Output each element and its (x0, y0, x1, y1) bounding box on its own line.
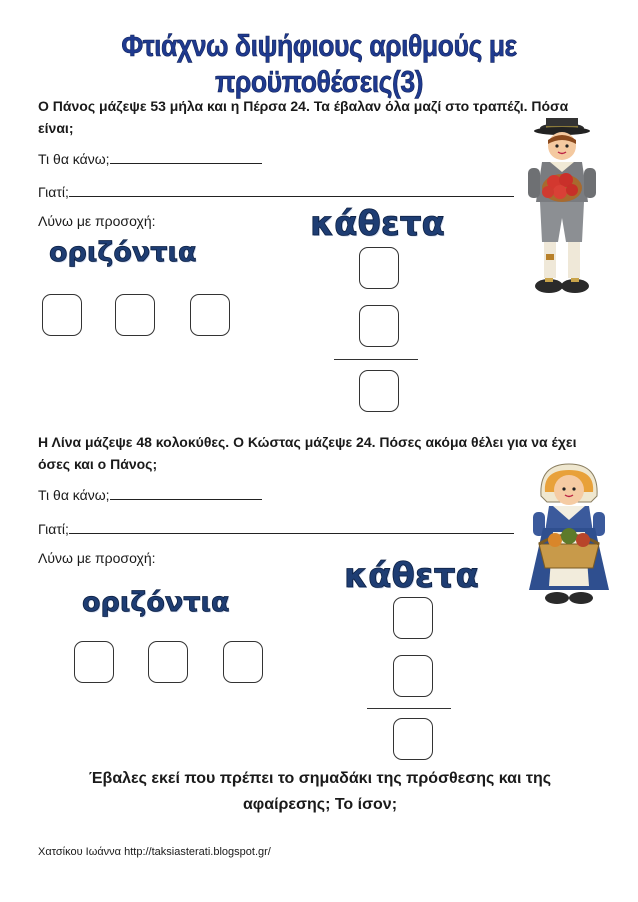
problem2-horizontal-box-2[interactable] (148, 641, 188, 683)
problem2-horizontal-box-1[interactable] (74, 641, 114, 683)
problem2-question: Η Λίνα μάζεψε 48 κολοκύθες. Ο Κώστας μάζεψε 24. Πόσες ακόμα θέλει για να έχει όσες και ο Πάνος; (38, 434, 577, 472)
problem1-vertical-box-result[interactable] (359, 370, 399, 412)
problem2-vertical-label: κάθετα (344, 556, 479, 596)
problem2-horizontal-box-3[interactable] (223, 641, 263, 683)
problem2-why-label: Γιατί; (38, 521, 69, 537)
problem1-question: Ο Πάνος μάζεψε 53 μήλα και η Πέρσα 24. Τα έβαλαν όλα μαζί στο τραπέζι. Πόσα είναι; (38, 98, 569, 136)
problem1-sum-line (334, 359, 418, 360)
pilgrim-girl-illustration (525, 462, 613, 610)
author-credit: Χατσίκου Ιωάννα http://taksiasterati.blogspot.gr/ (38, 846, 271, 858)
problem1-vertical-box-top[interactable] (359, 247, 399, 289)
problem2-what-row (38, 486, 262, 504)
problem1-what-answer-line[interactable] (110, 163, 262, 164)
problem2-what-answer-line[interactable] (110, 499, 262, 500)
problem1-horizontal-box-1[interactable] (42, 294, 82, 336)
problem1-horizontal-box-2[interactable] (115, 294, 155, 336)
problem1-what-row (38, 150, 262, 168)
problem2-vertical-box-top[interactable] (393, 597, 433, 639)
problem1-solve-label: Λύνω με προσοχή: (38, 213, 156, 229)
problem1-horizontal-label: οριζόντια (49, 237, 197, 268)
problem1-why-row (38, 183, 514, 201)
problem2-difference-line (367, 708, 451, 709)
problem1-why-answer-line[interactable] (69, 196, 514, 197)
problem1-vertical-box-middle[interactable] (359, 305, 399, 347)
problem1-why-label: Γιατί; (38, 184, 69, 200)
problem1-what-label: Τι θα κάνω; (38, 151, 110, 167)
problem1-vertical-label: κάθετα (310, 204, 445, 244)
pilgrim-boy-illustration (518, 118, 606, 306)
page-title: Φτιάχνω διψήφιους αριθμούς με προϋποθέσεις(3) (121, 28, 517, 99)
problem2-why-row (38, 520, 514, 538)
closing-question: Έβαλες εκεί που πρέπει το σημαδάκι της πρόσθεσης και της αφαίρεσης; Το ίσον; (88, 770, 552, 813)
problem2-vertical-box-result[interactable] (393, 718, 433, 760)
problem2-horizontal-label: οριζόντια (82, 587, 230, 618)
problem2-why-answer-line[interactable] (69, 533, 514, 534)
problem1-horizontal-box-3[interactable] (190, 294, 230, 336)
problem2-vertical-box-middle[interactable] (393, 655, 433, 697)
problem2-solve-label: Λύνω με προσοχή: (38, 550, 156, 566)
problem2-what-label: Τι θα κάνω; (38, 487, 110, 503)
